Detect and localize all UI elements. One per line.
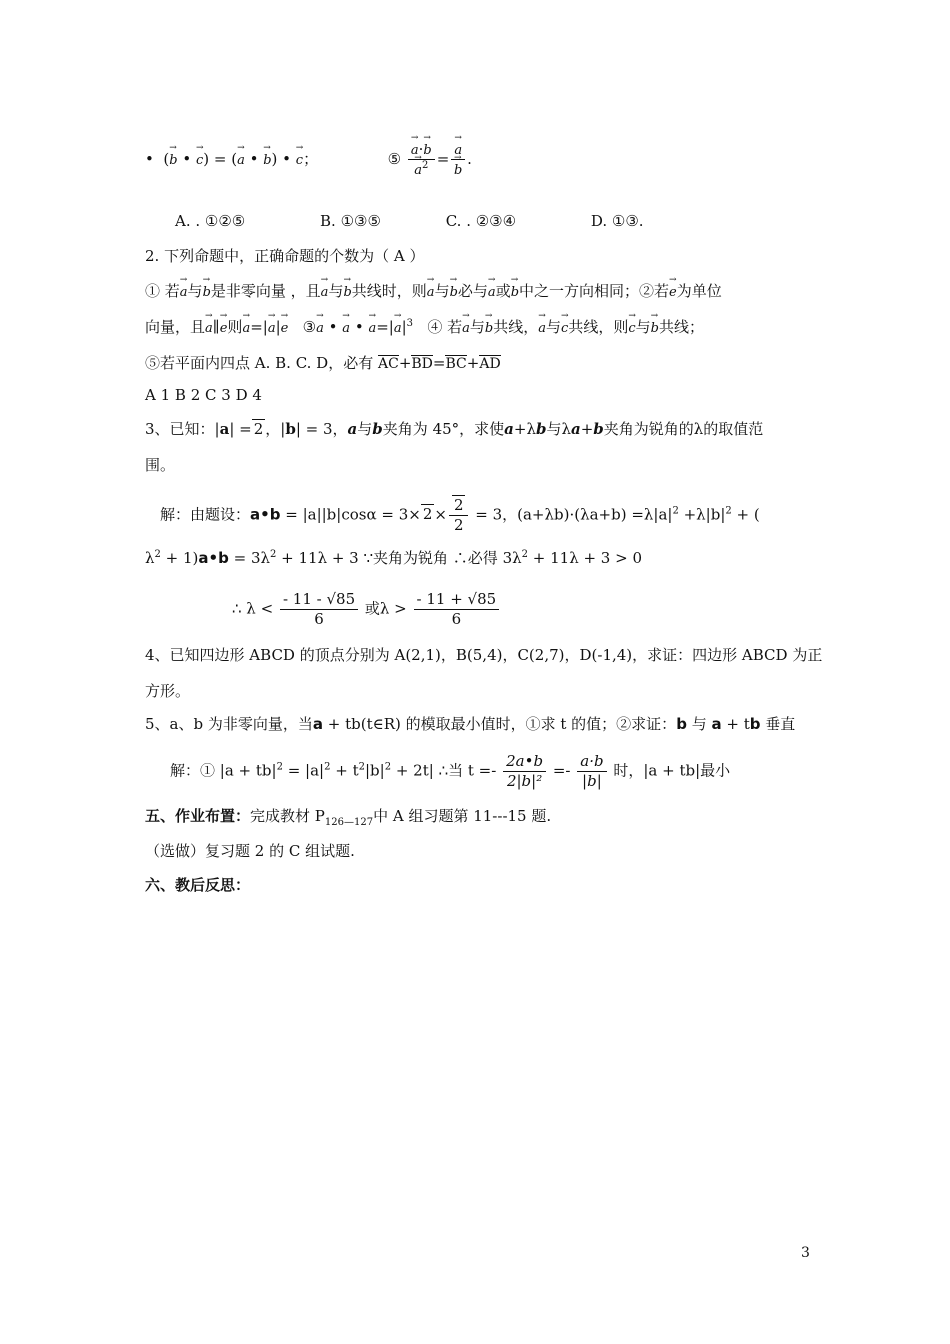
- homework-line: 五、作业布置：完成教材 $P_{126—127}$中 A 组习题第 11---15 题.: [145, 807, 552, 828]
- q3-line1: 3、已知：|a| = 2 ，|b| = 3，a与b夹角为 45°，求使a+λb与λa+b夹角为锐角的λ的取值范: [145, 420, 764, 438]
- vec-c: → c: [196, 153, 203, 168]
- vec-a: → a: [237, 153, 245, 168]
- q4-line1: 4、已知四边形 ABCD 的顶点分别为 A(2,1)，B(5,4)，C(2,7)，D(-1,4)，求证：四边形 ABCD 为正: [145, 646, 823, 664]
- q1-options: [175, 212, 644, 230]
- item-5: ⑤: [387, 149, 402, 168]
- formula-fraction-5a: → a·→ b → $a^2$: [408, 140, 435, 180]
- q5-line1: 5、a、b 为非零向量，当a + tb(t∈R) 的模取最小值时，①求 t 的值；②求证：b 与 a + tb 垂直: [145, 715, 796, 733]
- option-c: C. . ②③④: [445, 212, 517, 230]
- vec-b2: → b: [263, 153, 271, 168]
- homework-optional: （选做）复习题 2 的 C 组试题.: [145, 842, 355, 860]
- q3-solution2: $\lambda^2$ + 1)a•b = $3\lambda^2 + 11\lambda + 3$ ∵夹角为锐角 ∴必得 $3\lambda^2 + 11\lambda + 3 > 0$: [145, 549, 642, 567]
- q2-title: 2. 下列命题中，正确命题的个数为（ A ）: [145, 247, 425, 265]
- option-a: A. . ①②⑤: [175, 212, 246, 230]
- vec-c2: → c: [296, 153, 303, 168]
- formula-fraction-5b: → a → b: [451, 140, 465, 180]
- vec-b: → b: [169, 153, 177, 168]
- option-d: D. ①③.: [590, 212, 644, 230]
- homework-label: 五、作业布置：: [145, 807, 251, 825]
- option-b: B. ①③⑤: [320, 212, 381, 230]
- page-number: 3: [801, 1245, 810, 1261]
- q2-options: A 1 B 2 C 3 D 4: [145, 386, 262, 404]
- q2-line2: 向量，且→ a∥→ e则→ a=|→ a|→ e ③→ a • → a • → $a=|\to a|^3$ ④ 若→ a与→ b共线，→ a与→ c共线，则→ c与→ b共线；: [145, 316, 704, 337]
- q3-solution1: 解：由题设：a•b = |a||b|cosα = 3× 2 × $\frac{2}{2}$ = 3，$(a+\lambda b)\cdot(\lambda a+b) =\lambda|a|^2 +\lambda|b|^2$ + (: [160, 496, 760, 534]
- formula-line-top: • (→ b • → c) = (→ a • → b) • → c； ⑤ → a·→ b → $a^2$ = → a → b .: [145, 140, 472, 180]
- q3-solution3: ∴ λ < $\frac{- 11 - √85}{6}$ 或λ > $\frac{- 11 + √85}{6}$: [232, 590, 501, 629]
- reflection-label: 六、教后反思：: [145, 876, 251, 894]
- q2-line1: ① 若→ a与→ b是非零向量 ，且→ a与→ b共线时，则→ a与→ b必与→ a或→ b中之一方向相同；②若→ e为单位: [145, 280, 722, 301]
- q3-line2: 围。: [145, 456, 176, 474]
- q2-line3: ⑤若平面内四点 A. B. C. D，必有 AC+BD=BC+AD: [145, 354, 501, 372]
- q4-line2: 方形。: [145, 682, 191, 700]
- q5-solution: 解：① $|a + tb|^2 = |a|^2 + t^2|b|^2 + 2t|$ ∴当 t =- $\frac{2a•b}{\text{2|b|²}}$ =- $\frac{a\cdot b}{|b|}$ 时，|a + tb|最小: [170, 752, 731, 790]
- bullet: •: [145, 149, 154, 168]
